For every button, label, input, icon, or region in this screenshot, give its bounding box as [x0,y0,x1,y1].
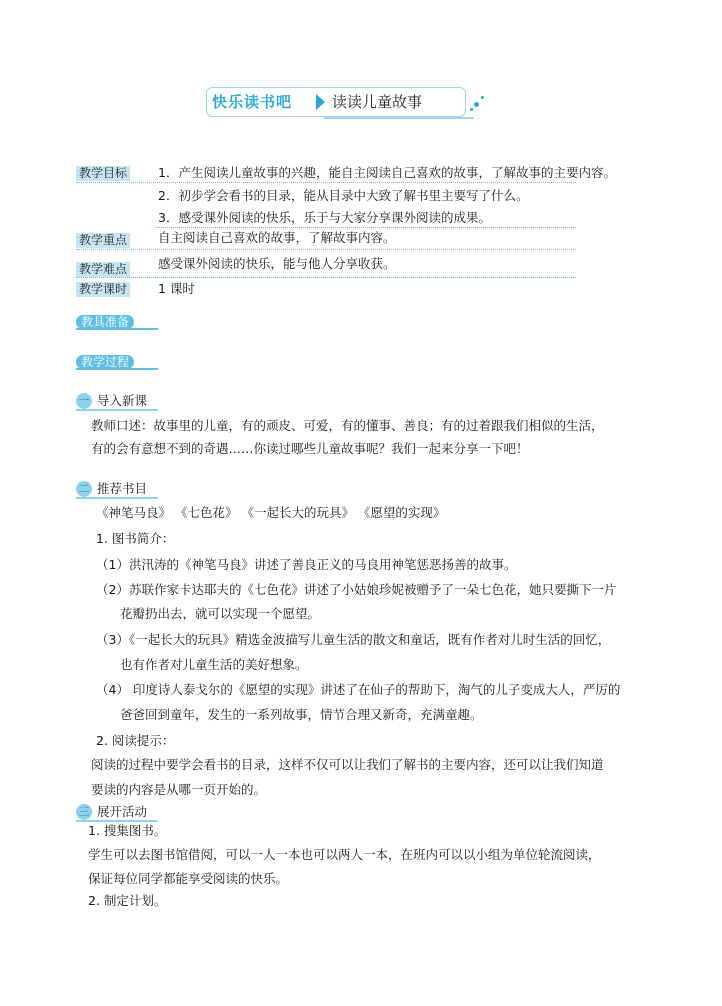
paragraph-line: 保证每位同学都能享受阅读的快乐。 [88,871,289,886]
hours-label: 教学课时 [76,282,130,297]
activity-item: 1. 搜集图书。 [88,823,167,838]
tip-line: 要读的内容是从哪一页开始的。 [91,782,267,797]
goal-item: 2．初步学会看书的目录，能从目录中大致了解书里主要写了什么。 [158,188,529,203]
key-point: 自主阅读自己喜欢的故事，了解故事内容。 [158,230,396,245]
goals-label: 教学目标 [76,166,130,181]
intro-line: 也有作者对儿童生活的美好想象。 [120,657,308,672]
banner-arrow-icon [316,94,325,110]
goal-item: 1．产生阅读儿童故事的兴趣，能自主阅读自己喜欢的故事，了解故事的主要内容。 [158,165,616,180]
banner-category: 快乐读书吧 [212,93,293,111]
activity-item: 2. 制定计划。 [88,893,167,908]
goal-item: 3．感受课外阅读的快乐，乐于与大家分享课外阅读的成果。 [158,210,491,225]
divider [76,249,576,250]
part3-number: 三 [76,804,92,820]
intro-line: （4） 印度诗人泰戈尔的《愿望的实现》讲述了在仙子的帮助下，淘气的儿子变成大人，严厉的 [96,682,621,697]
part1-title: 导入新课 [97,393,148,408]
paragraph-line: 教师口述：故事里的儿童，有的顽皮、可爱，有的懂事、善良；有的过着跟我们相似的生活， [91,418,604,433]
intro-heading: 1. 图书简介： [96,531,175,546]
tip-heading: 2. 阅读提示： [96,733,175,748]
key-label: 教学重点 [76,233,130,248]
section-underline [76,497,158,499]
banner-underline [324,117,474,119]
decor-dot-icon [474,102,479,107]
lesson-banner [206,87,468,121]
intro-line: （1）洪汛涛的《神笔马良》讲述了善良正义的马良用神笔惩恶扬善的故事。 [96,557,517,572]
paragraph-line: 有的会有意想不到的奇遇……你读过哪些儿童故事呢？我们一起来分享一下吧！ [91,441,529,456]
banner-title: 读读儿童故事 [332,93,423,111]
difficult-label: 教学难点 [76,262,130,277]
section-prep: 教具准备 [76,315,134,329]
hours-value: 1 课时 [158,281,195,296]
part1-number: 一 [76,393,92,409]
part2-number: 二 [76,481,92,497]
book-list: 《神笔马良》 《七色花》 《一起长大的玩具》 《愿望的实现》 [96,505,446,520]
section-underline [76,820,158,822]
tip-line: 阅读的过程中要学会看书的目录，这样不仅可以让我们了解书的主要内容，还可以让我们知道 [91,757,604,772]
section-underline [76,409,158,411]
intro-line: 爸爸回到童年，发生的一系列故事，情节合理又新奇，充满童趣。 [120,707,483,722]
intro-line: 花瓣扔出去，就可以实现一个愿望。 [120,606,321,621]
decor-dot-icon [481,96,484,99]
difficult-point: 感受课外阅读的快乐，能与他人分享收获。 [158,256,396,271]
decor-dot-icon [470,108,473,111]
divider [76,182,576,183]
divider [76,277,576,278]
section-process: 教学过程 [76,355,134,369]
part2-title: 推荐书目 [97,481,148,496]
part3-title: 展开活动 [97,804,148,819]
intro-line: （2）苏联作家卡达耶夫的《七色花》讲述了小姑娘珍妮被赠予了一朵七色花，她只要撕下一片 [96,582,617,597]
divider [156,227,576,228]
intro-line: （3）《一起长大的玩具》精选金波描写儿童生活的散文和童话，既有作者对儿时生活的回忆， [96,632,611,647]
paragraph-line: 学生可以去图书馆借阅，可以一人一本也可以两人一本，在班内可以以小组为单位轮流阅读， [88,847,601,862]
